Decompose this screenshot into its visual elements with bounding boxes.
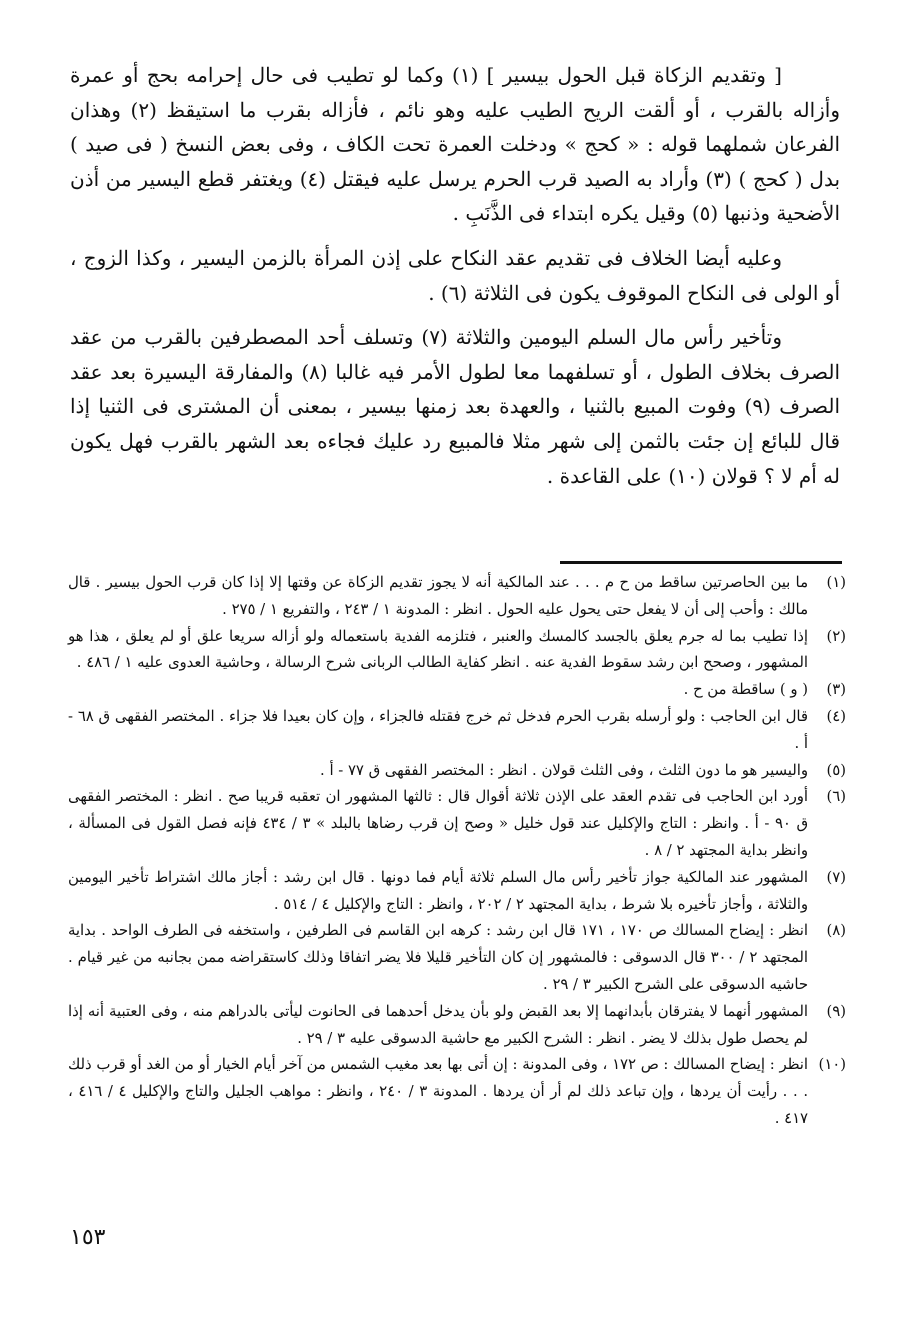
footnote-text: أورد ابن الحاجب فى تقدم العقد على الإذن ثلاثة أقوال قال : ثالثها المشهور ان تعقبه قريبا صح . انظر : المختصر الفقهى ق ٩٠ - أ . وانظر : التاج والإكليل عند قول خليل « وصح إن قرب رضاها بالبلد » ٣ / ٤٣٤ فإنه فصل القول فى المسألة ، وانظر بداية المجتهد ٢ / ٨ .: [68, 788, 808, 859]
footnote-9: [68, 999, 846, 1053]
footnotes: [68, 570, 846, 1133]
footnote-separator: [560, 561, 842, 564]
paragraph-1: [ وتقديم الزكاة قبل الحول بيسير ] (١) وكما لو تطيب فى حال إحرامه بحج أو عمرة وأزاله بالقرب ، أو ألقت الريح الطيب عليه وهو نائم ، فأزاله بقرب ما استيقظ (٢) وهذان الفرعان شملهما قوله : « كحج » ودخلت العمرة تحت الكاف ، وفى بعض النسخ ( فى صيد ) بدل ( كحج ) (٣) وأراد به الصيد قرب الحرم يرسل عليه فيقتل (٤) ويغتفر قطع اليسير من أذن الأضحية وذنبها (٥) وقيل يكره ابتداء فى الذَّنَبِ .: [70, 63, 841, 226]
footnote-6: [68, 784, 846, 864]
footnote-text: ما بين الحاصرتين ساقط من ح م . . . عند المالكية أنه لا يجوز تقديم الزكاة عن وقتها إلا إذا كان قرب الحول بيسير . قال مالك : وأحب إلى أن لا يفعل حتى يحول عليه الحول . انظر : المدونة ١ / ٢٤٣ ، والتفريع ١ / ٢٧٥ .: [68, 574, 808, 618]
footnote-number: (١٠): [818, 1056, 846, 1074]
footnote-number: (٢): [826, 627, 846, 645]
footnote-number: (٩): [826, 1002, 846, 1020]
footnote-10: [68, 1052, 846, 1132]
footnote-8: [68, 918, 846, 998]
main-text: [70, 58, 840, 503]
footnote-text: قال ابن الحاجب : ولو أرسله بقرب الحرم فدخل ثم خرج فقتله فالجزاء ، وإن كان بعيدا فلا جزاء . المختصر الفقهى ق ٦٨ - أ .: [68, 707, 808, 752]
footnote-number: (٥): [826, 761, 846, 779]
paragraph-2: وعليه أيضا الخلاف فى تقديم عقد النكاح على إذن المرأة بالزمن اليسير ، وكذا الزوج ، أو الولى فى النكاح الموقوف يكون فى الثلاثة (٦) .: [70, 245, 840, 305]
paragraph-3: وتأخير رأس مال السلم اليومين والثلاثة (٧) وتسلف أحد المصطرفين بالقرب من عقد الصرف بخلاف الطول ، أو تسلفهما معا لطول الأمر فيه غالبا (٨) والمفارقة اليسيرة بعد عقد الصرف (٩) وفوت المبيع بالثنيا ، والعهدة بعد زمنها بيسير ، بمعنى أن المشترى فى الثنيا إذا قال للبائع إن جئت بالثمن إلى شهر مثلا فالمبيع رد عليك فجاءه بعد الشهر بالقرب فهل يكون له أم لا ؟ قولان (١٠) على القاعدة .: [70, 325, 841, 488]
footnote-number: (٣): [826, 681, 846, 699]
footnote-text: إذا تطيب بما له جرم يعلق بالجسد كالمسك والعنبر ، فتلزمه الفدية باستعماله ولو أزاله سريعا علق أو لم يعلق ، هذا هو المشهور ، وصحح ابن رشد سقوط الفدية عنه . انظر كفاية الطالب الربانى شرح الرسالة ، وحاشية العدوى عليه ١ / ٤٨٦ .: [68, 627, 808, 672]
footnote-number: (١): [826, 574, 846, 591]
footnote-3: [68, 677, 846, 704]
footnote-1: [68, 570, 846, 624]
footnote-number: (٤): [826, 707, 846, 725]
footnote-5: [68, 758, 846, 785]
footnote-text: ( و ) ساقطة من ح .: [683, 681, 808, 699]
page-number: ١٥٣: [70, 1225, 106, 1250]
footnote-text: واليسير هو ما دون الثلث ، وفى الثلث قولان . انظر : المختصر الفقهى ق ٧٧ - أ .: [320, 761, 808, 779]
footnote-text: المشهور عند المالكية جواز تأخير رأس مال السلم ثلاثة أيام فما دونها . قال ابن رشد : أجاز مالك اشتراط تأخير اليومين والثلاثة ، وأجاز تأخيره بلا شرط ، بداية المجتهد ٢ / ٢٠٢ ، وانظر : التاج والإكليل ٤ / ٥١٤ .: [68, 868, 808, 913]
footnote-text: انظر : إيضاح المسالك : ص ١٧٢ ، وفى المدونة : إن أتى بها بعد مغيب الشمس من آخر أيام الخيار أو من الغد أو قرب ذلك . . . رأيت أن يردها ، وإن تباعد ذلك لم أر أن يردها . المدونة ٣ / ٢٤٠ ، وانظر : مواهب الجليل والتاج والإكليل ٤ / ٤١٦ ، ٤١٧ .: [68, 1056, 809, 1127]
footnote-number: (٧): [826, 868, 846, 886]
footnote-7: [68, 865, 846, 919]
footnote-2: [68, 624, 846, 678]
footnote-4: [68, 704, 846, 758]
footnote-text: انظر : إيضاح المسالك ص ١٧٠ ، ١٧١ قال ابن رشد : كرهه ابن القاسم فى الطرفين ، واستخفه فى الطرف الواحد . بداية المجتهد ٢ / ٣٠٠ قال الدسوقى : فالمشهور إن كان التأخير قليلا فلا يضر اتفاقا وذلك كاستقراضه ممن بجانبه من غير قيام . حاشيه الدسوقى على الشرح الكبير ٣ / ٢٩ .: [68, 922, 808, 993]
footnote-number: (٨): [826, 922, 846, 940]
footnote-number: (٦): [826, 788, 846, 806]
footnote-text: المشهور أنهما لا يفترقان بأبدانهما إلا بعد القبض ولو بأن يدخل أحدهما فى الحانوت ليأتى بالدراهم منه ، وفى العتبية أنه إذا لم يحصل طول بذلك لا يضر . انظر : الشرح الكبير مع حاشية الدسوقى عليه ٣ / ٢٩ .: [68, 1002, 808, 1047]
